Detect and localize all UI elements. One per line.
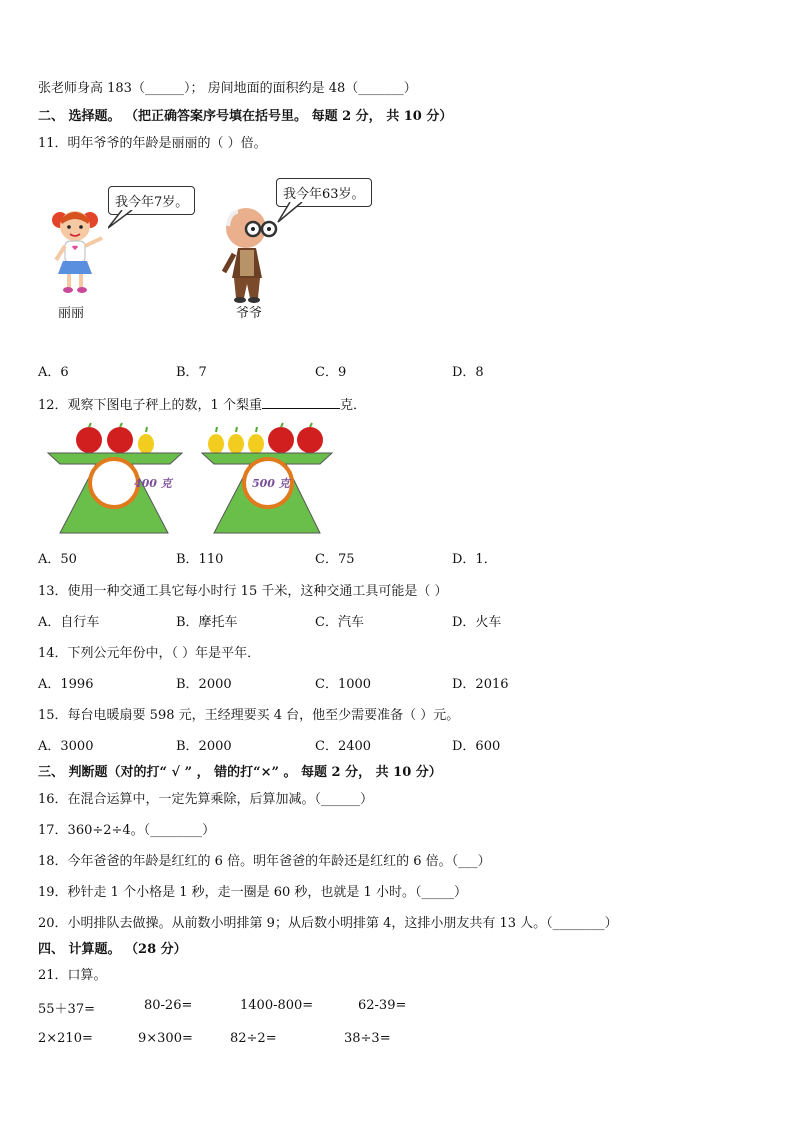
q13-option-d: D．火车 — [452, 615, 502, 630]
q11-figure — [38, 160, 388, 325]
q12-figure — [44, 422, 344, 538]
q11-option-b: B．7 — [176, 365, 207, 380]
question-12-text: 12．观察下图电子秤上的数，1 个梨重 — [38, 398, 262, 413]
question-13: 13．使用一种交通工具它每小时行 15 千米，这种交通工具可能是（ ） — [38, 584, 448, 599]
question-11: 11．明年爷爷的年龄是丽丽的（ ）倍。 — [38, 136, 267, 151]
question-12 — [38, 395, 366, 415]
calc-item: 62-39= — [358, 998, 407, 1013]
calc-item: 2×210= — [38, 1031, 93, 1046]
calc-item: 80-26= — [144, 998, 193, 1013]
question-21: 21．口算。 — [38, 968, 107, 983]
calc-item: 82÷2= — [230, 1031, 277, 1046]
girl-name-label: 丽丽 — [58, 306, 85, 321]
q12-option-a: A．50 — [38, 552, 77, 567]
girl-illustration — [44, 202, 114, 302]
q11-option-a: A．6 — [38, 365, 69, 380]
question-17: 17．360÷2÷4。（________） — [38, 823, 216, 838]
grandpa-speech-bubble: 我今年63岁。 — [276, 178, 372, 207]
calc-item: 38÷3= — [344, 1031, 391, 1046]
q13-option-c: C．汽车 — [315, 615, 364, 630]
q11-option-c: C．9 — [315, 365, 347, 380]
question-18: 18．今年爸爸的年龄是红红的 6 倍。明年爸爸的年龄还是红红的 6 倍。（___） — [38, 854, 491, 869]
q15-option-a: A．3000 — [38, 739, 94, 754]
q14-option-d: D．2016 — [452, 677, 509, 692]
section-heading-judgement: 三、 判断题（对的打“ √ ” ， 错的打“×” 。 每题 2 分， 共 10 分） — [38, 765, 442, 780]
scale-left-reading: 400 克 — [134, 477, 172, 490]
question-12-unit: 克． — [339, 398, 366, 413]
q13-option-a: A．自行车 — [38, 615, 100, 630]
section-heading-choice: 二、 选择题。 （把正确答案序号填在括号里。 每题 2 分， 共 10 分） — [38, 109, 453, 124]
question-15: 15．每台电暖扇要 598 元，王经理要买 4 台，他至少需要准备（ ）元。 — [38, 708, 460, 723]
fill-in-line: 张老师身高 183（______）； 房间地面的面积约是 48（_______） — [38, 81, 417, 96]
question-14: 14．下列公元年份中，（ ）年是平年． — [38, 646, 261, 661]
girl-speech-bubble: 我今年7岁。 — [108, 186, 195, 215]
q15-option-d: D．600 — [452, 739, 501, 754]
q15-option-b: B．2000 — [176, 739, 232, 754]
question-19: 19．秒针走 1 个小格是 1 秒，走一圈是 60 秒，也就是 1 小时。（_____） — [38, 885, 467, 900]
answer-blank — [262, 395, 340, 409]
calc-item: 9×300= — [138, 1031, 193, 1046]
q11-option-d: D．8 — [452, 365, 484, 380]
q13-option-b: B．摩托车 — [176, 615, 238, 630]
question-20: 20．小明排队去做操。从前数小明排第 9；从后数小明排第 4，这排小朋友共有 13 人。（________） — [38, 916, 618, 931]
q14-option-c: C．1000 — [315, 677, 372, 692]
q14-option-a: A．1996 — [38, 677, 94, 692]
scale-right-reading: 500 克 — [252, 477, 290, 490]
girl-bubble-tail — [108, 210, 138, 230]
q12-option-b: B．110 — [176, 552, 224, 567]
question-16: 16．在混合运算中，一定先算乘除，后算加减。（______） — [38, 792, 374, 807]
calc-item: 55＋37= — [38, 1002, 95, 1017]
grandpa-bubble-tail — [276, 202, 306, 224]
calc-item: 1400-800= — [240, 998, 314, 1013]
q14-option-b: B．2000 — [176, 677, 232, 692]
q15-option-c: C．2400 — [315, 739, 372, 754]
q12-option-c: C．75 — [315, 552, 355, 567]
grandpa-name-label: 爷爷 — [236, 306, 263, 321]
q12-option-d: D．1． — [452, 552, 497, 567]
section-heading-calculation: 四、 计算题。 （28 分） — [38, 942, 187, 957]
